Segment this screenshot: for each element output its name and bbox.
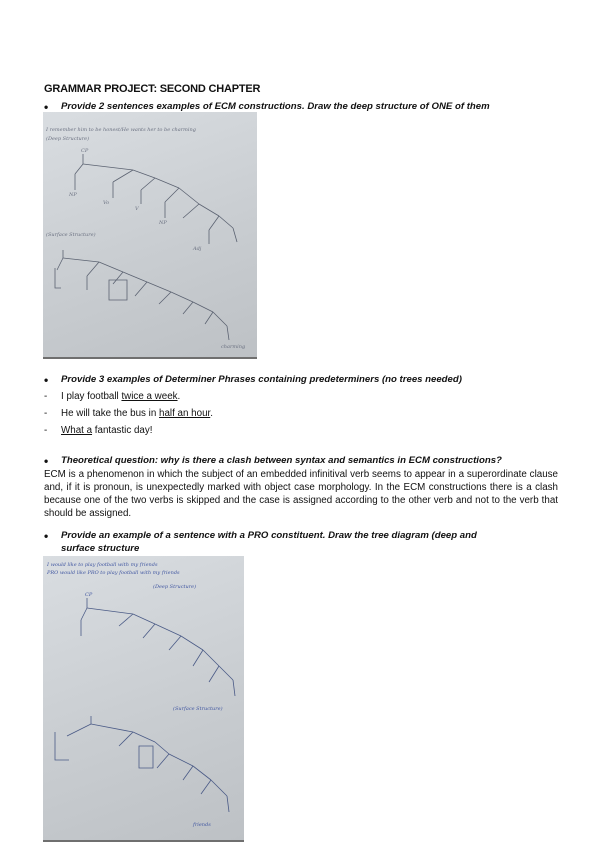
question-theoretical: • Theoretical question: why is there a clash between syntax and semantics in ECM constructions?: [61, 455, 502, 466]
svg-text:NP: NP: [159, 220, 167, 226]
svg-text:V: V: [135, 206, 139, 212]
svg-text:CP: CP: [85, 592, 93, 598]
svg-text:friends: friends: [193, 822, 211, 828]
page-title: GRAMMAR PROJECT: SECOND CHAPTER: [44, 83, 261, 95]
question-predeterminers: • Provide 3 examples of Determiner Phrases containing predeterminers (no trees needed): [61, 374, 462, 385]
question-pro-line1: • Provide an example of a sentence with a PRO constituent. Draw the tree diagram (deep and: [61, 530, 477, 541]
example-2: - He will take the bus in half an hour.: [61, 408, 213, 419]
example-1: - I play football twice a week.: [61, 391, 180, 402]
svg-text:I remember him to be honest/He: I remember him to be honest/He wants her to be charming: [46, 127, 196, 133]
answer-paragraph: ECM is a phenomenon in which the subject of an embedded infinitival verb seems to appear in a superordinate clause and, if it is pronoun, is unexpectedly marked with object case morphology. In the ECM constructions there is a clash because one of the two verbs is skipped and the case is assigned according to the other verb and not to the verb that should be assigned.: [44, 469, 558, 519]
svg-text:NP: NP: [69, 192, 77, 198]
svg-text:charming: charming: [221, 344, 246, 350]
question-pro-line2: surface structure: [61, 543, 140, 554]
svg-text:PRO would like PRO to play foo: PRO would like PRO to play football with my friends: [47, 570, 180, 576]
svg-text:CP: CP: [81, 148, 89, 154]
svg-text:Adj: Adj: [193, 246, 202, 252]
ecm-tree-photo: [43, 112, 257, 359]
question-ecm-examples: • Provide 2 sentences examples of ECM constructions. Draw the deep structure of ONE of them: [61, 101, 490, 112]
pro-tree-photo: [43, 556, 244, 842]
example-3: - What a fantastic day!: [61, 425, 153, 436]
svg-text:I would like to play football: I would like to play football with my friends: [47, 562, 158, 568]
svg-text:Vo: Vo: [103, 200, 110, 206]
svg-text:(Deep Structure): (Deep Structure): [153, 584, 197, 590]
svg-text:(Surface Structure): (Surface Structure): [46, 232, 96, 238]
svg-text:(Surface Structure): (Surface Structure): [173, 706, 223, 712]
svg-text:(Deep Structure): (Deep Structure): [46, 136, 90, 142]
